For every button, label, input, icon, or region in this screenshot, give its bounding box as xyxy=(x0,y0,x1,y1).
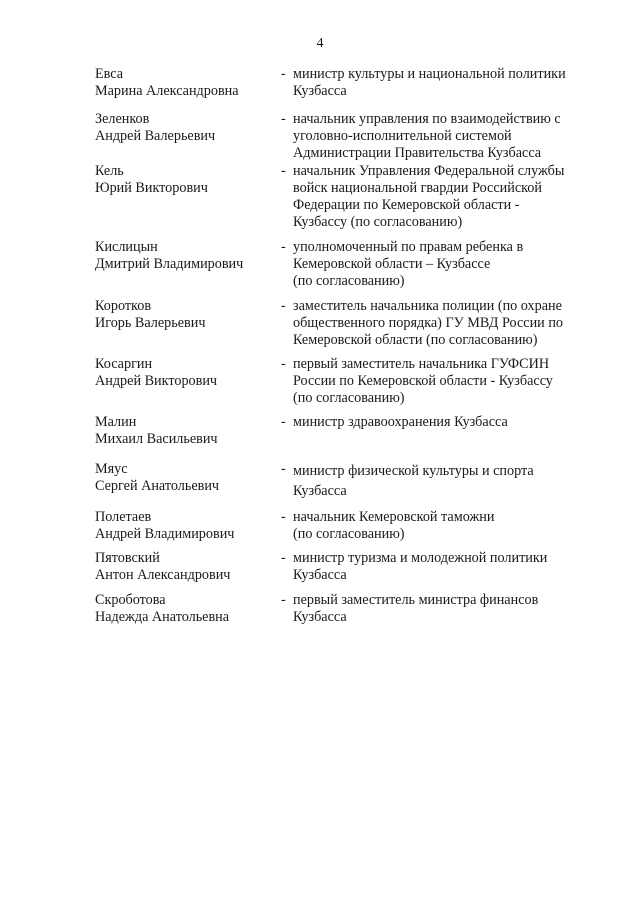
separator-dash: - xyxy=(281,414,286,430)
member-name xyxy=(95,66,275,100)
member-position xyxy=(293,509,598,543)
member-name xyxy=(95,461,275,495)
member-name xyxy=(95,163,275,197)
position-line: начальник Управления Федеральной службы xyxy=(293,163,565,179)
position-line: общественного порядка) ГУ МВД России по xyxy=(293,315,564,331)
position-line: (по согласованию) xyxy=(293,526,405,542)
member-position xyxy=(293,414,598,431)
position-line: заместитель начальника полиции (по охране xyxy=(293,298,562,314)
member-name xyxy=(95,298,275,332)
member-given-names: Антон Александрович xyxy=(95,567,231,583)
member-given-names: Андрей Викторович xyxy=(95,373,218,389)
separator-dash: - xyxy=(281,592,286,608)
position-line: уполномоченный по правам ребенка в xyxy=(293,239,524,255)
position-line: министр туризма и молодежной политики xyxy=(293,550,548,566)
separator-dash: - xyxy=(281,239,286,255)
member-name xyxy=(95,111,275,145)
member-surname: Евса xyxy=(95,66,124,82)
position-line: министр физической культуры и спорта xyxy=(293,463,534,479)
position-line: Кузбасса xyxy=(293,83,347,99)
member-position xyxy=(293,356,598,407)
member-surname: Кель xyxy=(95,163,124,179)
member-surname: Малин xyxy=(95,414,137,430)
position-line: первый заместитель министра финансов xyxy=(293,592,539,608)
member-position xyxy=(293,461,598,501)
member-surname: Косаргин xyxy=(95,356,153,372)
member-surname: Коротков xyxy=(95,298,152,314)
position-line: начальник управления по взаимодействию с xyxy=(293,111,561,127)
position-line: уголовно-исполнительной системой xyxy=(293,128,512,144)
member-surname: Пятовский xyxy=(95,550,160,566)
member-given-names: Андрей Владимирович xyxy=(95,526,235,542)
member-name xyxy=(95,239,275,273)
member-position xyxy=(293,163,598,231)
separator-dash: - xyxy=(281,163,286,179)
separator-dash: - xyxy=(281,509,286,525)
member-position xyxy=(293,592,598,626)
member-position xyxy=(293,66,598,100)
member-given-names: Андрей Валерьевич xyxy=(95,128,216,144)
member-surname: Скроботова xyxy=(95,592,166,608)
position-line: России по Кемеровской области - Кузбассу xyxy=(293,373,553,389)
separator-dash: - xyxy=(281,298,286,314)
member-surname: Полетаев xyxy=(95,509,152,525)
position-line: (по согласованию) xyxy=(293,273,405,289)
position-line: Кузбассу (по согласованию) xyxy=(293,214,463,230)
separator-dash: - xyxy=(281,66,286,82)
member-surname: Кислицын xyxy=(95,239,158,255)
member-surname: Мяус xyxy=(95,461,128,477)
member-given-names: Игорь Валерьевич xyxy=(95,315,206,331)
member-name xyxy=(95,592,275,626)
position-line: Кемеровской области – Кузбассе xyxy=(293,256,491,272)
separator-dash: - xyxy=(281,550,286,566)
position-line: Кузбасса xyxy=(293,567,347,583)
member-given-names: Сергей Анатольевич xyxy=(95,478,220,494)
member-name xyxy=(95,509,275,543)
position-line: министр культуры и национальной политики xyxy=(293,66,566,82)
member-position xyxy=(293,550,598,584)
member-position xyxy=(293,111,598,162)
member-position xyxy=(293,298,598,349)
separator-dash: - xyxy=(281,356,286,372)
page-number: 4 xyxy=(316,36,324,51)
member-given-names: Марина Александровна xyxy=(95,83,239,99)
separator-dash: - xyxy=(281,461,286,477)
position-line: начальник Кемеровской таможни xyxy=(293,509,495,525)
member-name xyxy=(95,356,275,390)
position-line: Администрации Правительства Кузбасса xyxy=(293,145,542,161)
member-given-names: Надежда Анатольевна xyxy=(95,609,230,625)
position-line: Кемеровской области (по согласованию) xyxy=(293,332,538,348)
member-given-names: Юрий Викторович xyxy=(95,180,208,196)
position-line: Кузбасса xyxy=(293,609,347,625)
position-line: войск национальной гвардии Российской xyxy=(293,180,542,196)
position-line: министр здравоохранения Кузбасса xyxy=(293,414,508,430)
member-position xyxy=(293,239,598,290)
member-surname: Зеленков xyxy=(95,111,150,127)
member-given-names: Михаил Васильевич xyxy=(95,431,218,447)
position-line: (по согласованию) xyxy=(293,390,405,406)
separator-dash: - xyxy=(281,111,286,127)
member-name xyxy=(95,414,275,448)
position-line: Кузбасса xyxy=(293,483,347,499)
member-given-names: Дмитрий Владимирович xyxy=(95,256,244,272)
member-name xyxy=(95,550,275,584)
position-line: первый заместитель начальника ГУФСИН xyxy=(293,356,550,372)
position-line: Федерации по Кемеровской области - xyxy=(293,197,520,213)
